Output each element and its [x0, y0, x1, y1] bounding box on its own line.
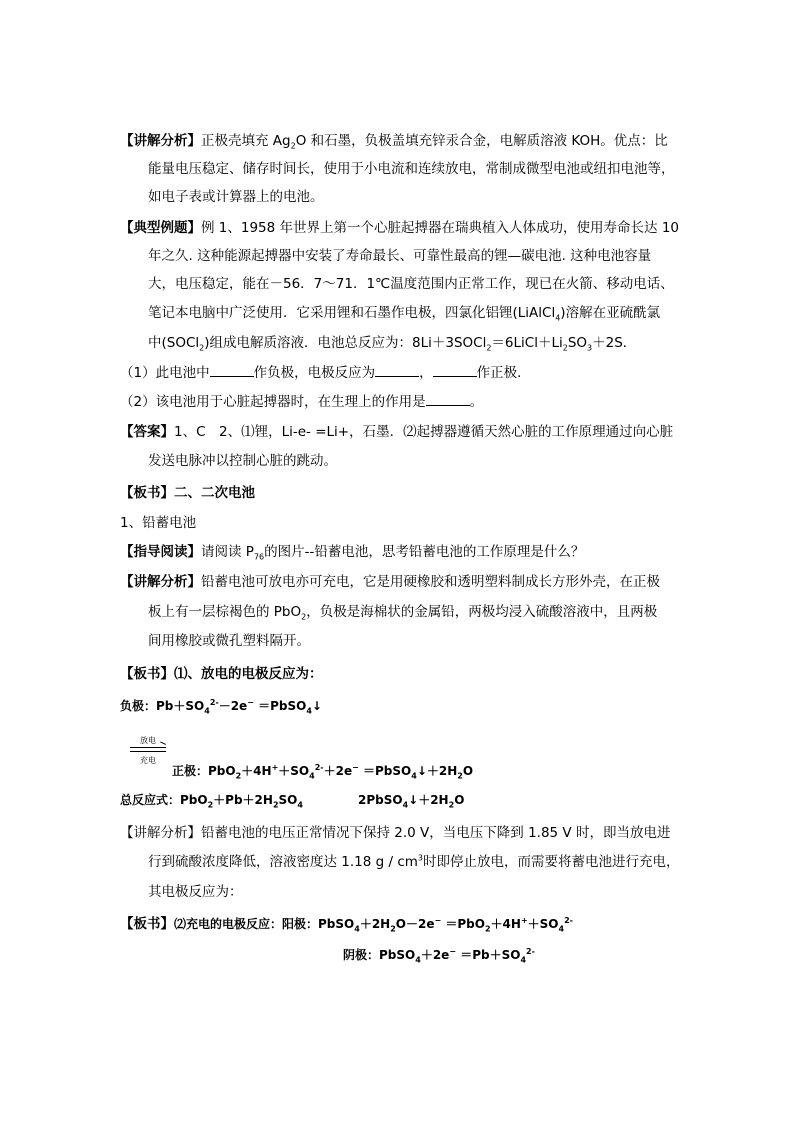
text: 的图片--铅蓄电池，思考铅蓄电池的工作原理是什么？ — [264, 544, 585, 560]
text: O — [462, 764, 474, 778]
text: 行到硫酸浓度降低，溶液密度达 1.18 g / cm — [148, 854, 418, 870]
text: ＋SO — [278, 764, 310, 778]
text: ＝PbO — [441, 917, 485, 931]
analysis3-line-3: 其电极反应为： — [148, 884, 243, 900]
text: ＋4H — [490, 917, 521, 931]
text: 负极：Pb＋SO — [120, 699, 205, 713]
board-tag: 【板书】 — [120, 666, 174, 682]
superscript: 2- — [209, 698, 219, 707]
subscript: 4 — [309, 771, 315, 781]
text: 二、二次电池 — [174, 485, 255, 501]
subscript: 2 — [272, 800, 279, 810]
charging-cathode-eq — [343, 945, 794, 965]
subscript: 2 — [448, 800, 455, 810]
charge-label: 充电 — [140, 756, 156, 765]
text: 2PbSO — [358, 793, 403, 807]
example-line-5 — [148, 333, 708, 353]
example-line-4 — [148, 303, 708, 323]
subscript: 2 — [390, 924, 396, 934]
text: O — [454, 793, 465, 807]
text: )溶解在亚硫酰氯 — [560, 305, 661, 321]
superscript: − — [352, 763, 359, 772]
text: 铅蓄电池可放电亦可充电，它是用硬橡胶和透明塑料制成长方形外壳，在正极 — [201, 574, 660, 590]
text: 作正极． — [476, 365, 531, 381]
subscript: 4 — [411, 771, 417, 781]
text: ＋2e — [420, 948, 450, 962]
text: 。 — [469, 394, 484, 410]
example-line-2: 年之久. 这种能源起搏器中安装了寿命最长、可靠性最高的锂—碳电池. 这种电池容量 — [148, 248, 652, 264]
analysis-line-1 — [120, 131, 680, 151]
subscript: 4 — [402, 800, 409, 810]
text: ↓＋2H — [416, 764, 458, 778]
analysis3-line-1 — [120, 823, 680, 843]
subscript: 4 — [555, 313, 561, 323]
guide-tag: 【指导阅读】 — [120, 544, 201, 560]
positive-electrode-eq — [172, 761, 732, 781]
text: ↓ — [311, 699, 322, 713]
analysis2-line-1 — [120, 572, 680, 592]
text: ，负极是海棉状的金属铅，两极均浸入硫酸溶液中，且两极 — [306, 604, 658, 620]
subscript: 4 — [204, 706, 210, 716]
text: 请阅读 P — [201, 544, 254, 560]
superscript: − — [449, 947, 457, 956]
subscript: 2 — [457, 771, 463, 781]
text: ＝PbSO — [358, 764, 412, 778]
arrow-line — [130, 747, 166, 748]
answer-blank[interactable] — [375, 364, 419, 377]
text: 板上有一层棕褐色的 PbO — [148, 604, 302, 620]
text: 1、C 2、⑴锂，Li-e- =Li+，石墨．⑵起搏器遵循天然心脏的工作原理通过向心脏 — [174, 424, 674, 440]
question-1 — [120, 363, 680, 383]
text: O 和石墨，负极盖填充锌汞合金，电解质溶液 KOH。优点：比 — [295, 133, 668, 149]
charging-anode-eq — [120, 914, 680, 934]
section-lead-battery: 1、铅蓄电池 — [120, 515, 197, 531]
question-2 — [120, 392, 680, 412]
text: 正极：PbO — [172, 764, 236, 778]
subscript: 2 — [199, 343, 205, 353]
text: ＝6LiCl＋Li — [491, 335, 563, 351]
superscript: + — [520, 916, 528, 925]
subscript: 4 — [520, 955, 527, 965]
superscript: 2- — [314, 763, 324, 772]
text: ＝PbSO — [253, 699, 307, 713]
reversible-arrow-icon — [130, 736, 166, 766]
text: ＝Pb＋SO — [456, 948, 521, 962]
negative-electrode-eq — [120, 696, 680, 716]
superscript: 3 — [417, 853, 424, 863]
text: －2e — [218, 699, 248, 713]
text: O－2e — [395, 917, 435, 931]
analysis2-line-2 — [148, 602, 708, 622]
subscript: 4 — [306, 706, 312, 716]
text: ＋4H — [241, 764, 272, 778]
text: SO — [567, 335, 588, 351]
text: ， — [419, 365, 433, 381]
text: ＋2H — [359, 917, 391, 931]
answer-tag: 【答案】 — [120, 424, 174, 440]
subscript: 76 — [253, 552, 265, 562]
text: ⑴、放电的电极反应为： — [174, 666, 323, 682]
superscript: 2- — [526, 947, 535, 956]
example-line-3: 大，电压稳定，能在－56．7～71．1℃温度范围内正常工作，现已在火箭、移动电话、 — [148, 276, 674, 292]
subscript: 4 — [415, 955, 421, 965]
analysis-tag: 【讲解分析】 — [120, 825, 201, 841]
text: 时即停止放电，而需要将蓄电池进行充电， — [423, 854, 680, 870]
total-reaction-products — [358, 790, 794, 810]
subscript: 3 — [587, 343, 593, 353]
text: ＋Pb＋2H — [213, 793, 273, 807]
superscript: − — [247, 698, 254, 707]
text: SO — [278, 793, 298, 807]
subscript: 4 — [354, 924, 360, 934]
answer-blank[interactable] — [426, 393, 470, 406]
text: ↓＋2H — [408, 793, 449, 807]
subscript: 2 — [484, 924, 491, 934]
example-line-1 — [120, 218, 680, 238]
board-heading-2 — [120, 664, 680, 684]
text: )组成电解质溶液．电池总反应为：8Li＋3SOCl — [204, 335, 487, 351]
text: 笔记本电脑中广泛使用．它采用锂和石墨作电极，四氯化铝锂(LiAlCl — [148, 305, 556, 321]
superscript: + — [271, 763, 279, 772]
text: ⑵充电的电极反应：阳极：PbSO — [174, 917, 355, 931]
text: 中(SOCl — [148, 335, 200, 351]
text: （1）此电池中 — [120, 365, 210, 381]
text: ＋2S． — [592, 335, 637, 351]
analysis-line-2: 能量电压稳定、储存时间长，使用于小电流和连续放电，常制成微型电池或纽扣电池等， — [148, 161, 675, 177]
subscript: 2 — [290, 141, 296, 151]
subscript: 4 — [558, 924, 565, 934]
text: 阴极：PbSO — [343, 948, 416, 962]
analysis3-line-2 — [148, 852, 708, 872]
answer-blank[interactable] — [210, 364, 254, 377]
board-heading-1 — [120, 483, 680, 503]
answer-line-2: 发送电脉冲以控制心脏的跳动。 — [148, 453, 337, 469]
subscript: 2 — [235, 771, 242, 781]
subscript: 2 — [486, 343, 492, 353]
subscript: 2 — [301, 612, 307, 622]
superscript: − — [434, 916, 442, 925]
text: 作负极，电极反应为 — [253, 365, 376, 381]
text: 例 1、1958 年世界上第一个心脏起搏器在瑞典植入人体成功，使用寿命长达 10 — [201, 220, 679, 236]
text: 铅蓄电池的电压正常情况下保持 2.0 V，当电压下降到 1.85 V 时，即当放电进 — [201, 825, 671, 841]
analysis-line-3: 如电子表或计算器上的电池。 — [148, 189, 324, 205]
text: ＋2e — [323, 764, 353, 778]
example-tag: 【典型例题】 — [120, 220, 201, 236]
subscript: 4 — [297, 800, 303, 810]
analysis-tag: 【讲解分析】 — [120, 133, 201, 149]
text: （2）该电池用于心脏起搏器时，在生理上的作用是 — [120, 394, 426, 410]
text: 总反应式：PbO — [120, 793, 208, 807]
text: ＋SO — [527, 917, 559, 931]
discharge-label: 放电 — [140, 736, 156, 745]
analysis-tag: 【讲解分析】 — [120, 574, 201, 590]
subscript: 2 — [207, 800, 214, 810]
board-tag: 【板书】 — [120, 485, 174, 501]
board-tag: 【板书】 — [120, 916, 174, 932]
arrow-line — [130, 751, 166, 752]
analysis2-line-3: 间用橡胶或微孔塑料隔开。 — [148, 633, 310, 649]
guide-reading — [120, 542, 680, 562]
answer-blank[interactable] — [433, 364, 477, 377]
superscript: 2- — [564, 916, 573, 925]
text: 正极壳填充 Ag — [201, 133, 291, 149]
subscript: 2 — [562, 343, 568, 353]
answer-line-1 — [120, 422, 680, 442]
